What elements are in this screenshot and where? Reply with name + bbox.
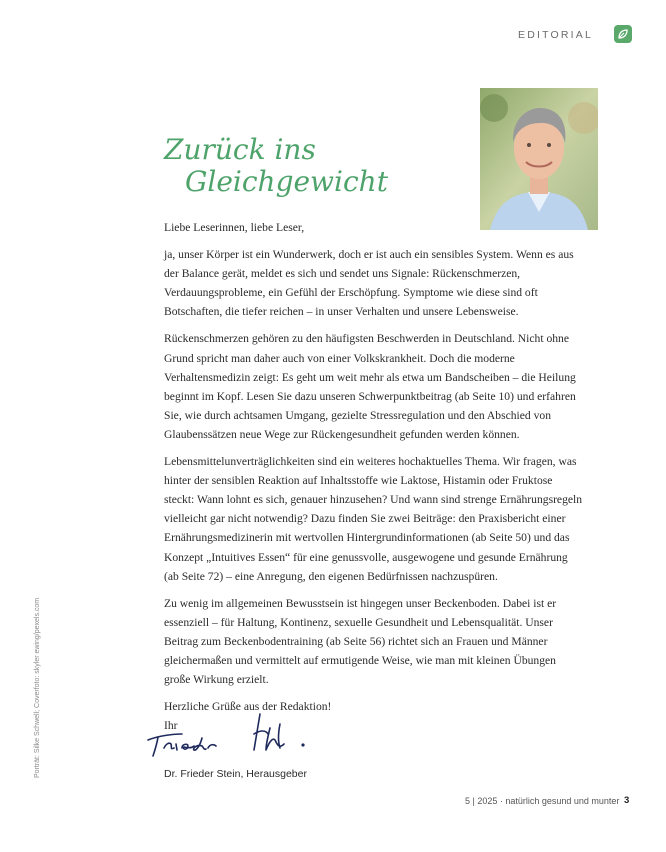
- title-line-2: Gleichgewicht: [185, 165, 388, 198]
- salutation: Liebe Leserinnen, liebe Leser,: [164, 221, 305, 234]
- editorial-body: [164, 218, 584, 735]
- footer-issue: 5 | 2025 · natürlich gesund und munter: [465, 796, 620, 806]
- author-portrait: [480, 88, 598, 230]
- paragraph-4: Zu wenig im allgemeinen Bewusstsein ist hingegen unser Beckenboden. Dabei ist er essenziell – für Haltung, Kontinenz, sexuelle Gesundheit und Lebensqualität. Unser Beitrag zum Beckenbodentraining (ab Seite 56) richtet sich an Frauen und Männer gleichermaßen und vermittelt auf ermutigende Weise, wie man mit kleinen Übungen große Wirkung erzielt.: [164, 596, 557, 687]
- paragraph-3: Lebensmittelunverträglichkeiten sind ein weiteres hochaktuelles Thema. Wir fragen, was hinter der sensiblen Reaktion auf Inhaltsstoffe wie Laktose, Histamin oder Fruktose steckt: Wann lohnt es sich, genauer hinzusehen? Und wann sind strenge Ernährungsregeln vielleicht gar nicht notwendig? Dazu finden Sie zwei Beiträge: den Praxisbericht einer Ernährungsmedizinerin mit wertvollen Hintergrundinformationen (ab Seite 50) und das Konzept „Intuitives Essen“ für eine genussvolle, ausgewogene und gesunde Ernährung (ab Seite 72) – eine Anregung, den eigenen Bedürfnissen nachzuspüren.: [164, 455, 583, 583]
- page-number: 3: [624, 795, 630, 806]
- handwritten-signature: [144, 704, 324, 764]
- title-line-1: Zurück ins: [164, 133, 316, 166]
- article-title: [164, 134, 388, 198]
- signer-name: Dr. Frieder Stein, Herausgeber: [164, 768, 307, 780]
- closing-greeting: Herzliche Grüße aus der Redaktion!: [164, 700, 332, 714]
- leaf-icon: [614, 25, 632, 43]
- paragraph-2: Rückenschmerzen gehören zu den häufigsten Beschwerden in Deutschland. Nicht ohne Grund spricht man daher auch von einer Volkskrankheit. Doch die moderne Verhaltensmedizin zeigt: Es geht um weit mehr als etwa um Bandscheiben – die Heilung beginnt im Kopf. Lesen Sie dazu unseren Schwerpunktbeitrag (ab Seite 10) und erfahren Sie, wie durch achtsamen Umgang, gezielte Stressregulation und den Abschied von Glaubenssätzen neue Wege zur Rückengesundheit gefunden werden können.: [164, 332, 576, 441]
- closing-ihr: Ihr: [164, 719, 178, 733]
- paragraph-1: ja, unser Körper ist ein Wunderwerk, doch er ist auch ein sensibles System. Wenn es aus der Balance gerät, meldet es sich und sendet uns Signale: Rückenschmerzen, Verdauungsprobleme, ein Gefühl der Erschöpfung. Symptome wie diese sind oft Botschaften, die tiefer reichen – in unser Verhalten und unsere Lebensweise.: [164, 248, 574, 319]
- photo-credit: Porträt: Silke Schwell; Coverfoto: skyler ewing/pexels.com: [34, 597, 41, 778]
- section-label: EDITORIAL: [518, 29, 594, 41]
